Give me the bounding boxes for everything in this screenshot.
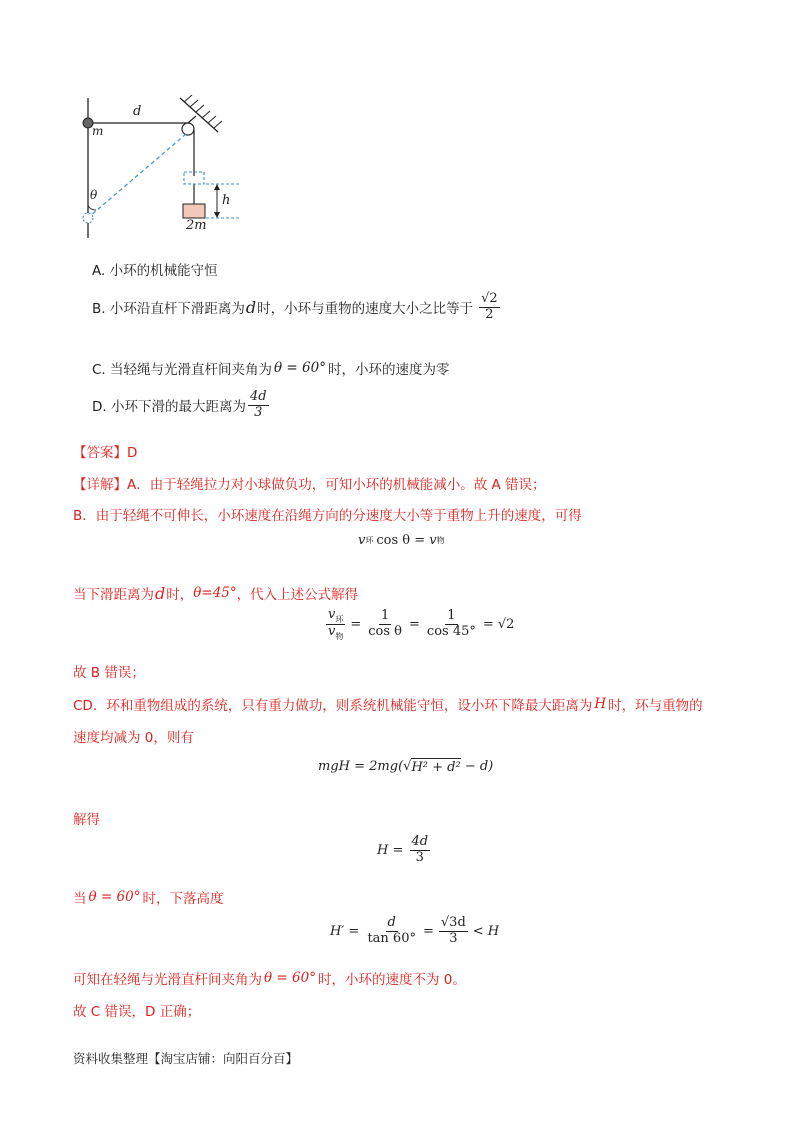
eq2-num-v: v — [328, 607, 336, 622]
option-c-post: 时，小环的速度为零 — [327, 362, 450, 378]
eq1-v-mass: v — [429, 533, 437, 548]
option-d — [92, 390, 271, 421]
eq2-result: = √2 — [482, 617, 515, 633]
option-b-post: 时，小环与重物的速度大小之比等于 — [257, 301, 474, 318]
option-b-fraction — [479, 292, 500, 323]
detail-line6: 速度均减为 0，则有 — [73, 730, 194, 746]
detail-line9 — [73, 968, 466, 988]
line5-var: H — [594, 696, 607, 712]
detail-line3 — [73, 583, 358, 603]
option-c-math: θ = 60° — [274, 360, 326, 376]
eq3-radicand: H² + d² — [411, 760, 461, 775]
physics-diagram — [70, 92, 250, 242]
eq2-f3-den: cos 45° — [426, 624, 476, 640]
line3-mid: 时， — [166, 587, 194, 603]
line8-math: θ = 60° — [88, 889, 141, 905]
option-b-frac-den: 2 — [485, 306, 494, 322]
eq5-left: H′ = — [330, 923, 364, 939]
eq2-num-sub: 环 — [335, 615, 344, 624]
eq2-den-sub: 物 — [335, 632, 344, 642]
option-b — [92, 292, 502, 323]
eq5-f1-num: d — [387, 915, 396, 930]
eq4-frac — [410, 835, 431, 866]
eq4-num: 4d — [411, 834, 429, 849]
eq2-f2-num: 1 — [381, 608, 390, 624]
line9-post: 时，小环的速度不为 0。 — [317, 972, 466, 988]
eq2-frac-2 — [366, 609, 404, 640]
eq5-right: < H — [472, 923, 500, 939]
option-d-frac-num: 4d — [249, 389, 267, 404]
eq2-den-v: v — [328, 624, 336, 640]
eq2-frac-3 — [425, 609, 478, 640]
label-m: m — [92, 124, 104, 138]
detail-line1: 【详解】A．由于轻绳拉力对小球做负功，可知小环的机械能减小。故 A 错误； — [73, 477, 546, 493]
line3-post: ，代入上述公式解得 — [236, 587, 359, 603]
line9-math: θ = 60° — [264, 970, 316, 986]
eq2-f2-den: cos θ — [368, 624, 403, 640]
eq1-sub-mass: 物 — [436, 536, 445, 545]
eq3-right: − d) — [460, 759, 494, 774]
detail-line2: B．由于轻绳不可伸长，小环速度在沿绳方向的分速度大小等于重物上升的速度，可得 — [73, 508, 582, 524]
eq4-left: H = — [377, 842, 408, 858]
option-d-pre: D. 小环下滑的最大距离为 — [92, 399, 246, 416]
line5-post: 时，环与重物的 — [608, 698, 703, 714]
eq5-f2-den: 3 — [449, 930, 458, 946]
line5-pre: CD．环和重物组成的系统，只有重力做功，则系统机械能守恒，设小环下降最大距离为 — [73, 698, 593, 714]
eq2-frac-1 — [326, 608, 345, 641]
detail-line5 — [73, 694, 703, 714]
eq4-den: 3 — [415, 849, 424, 865]
detail-line7: 解得 — [73, 812, 100, 828]
line3-var: d — [155, 583, 166, 603]
eq3-left: mgH = 2mg( — [318, 759, 404, 774]
line9-pre: 可知在轻绳与光滑直杆间夹角为 — [73, 972, 262, 988]
line8-pre: 当 — [73, 891, 87, 907]
line8-post: 时，下落高度 — [142, 891, 224, 907]
option-d-frac-den: 3 — [254, 404, 263, 420]
option-b-frac-num: √2 — [481, 291, 498, 306]
footer-text: 资料收集整理【淘宝店铺：向阳百分百】 — [73, 1051, 299, 1066]
option-d-fraction — [248, 390, 269, 421]
eq5-f1-den: tan 60° — [367, 930, 416, 946]
label-2m: 2m — [186, 218, 207, 233]
eq1-mid: cos θ = — [376, 533, 430, 548]
option-a: A. 小环的机械能守恒 — [92, 263, 218, 279]
eq2-f3-num: 1 — [447, 608, 456, 624]
option-b-var: d — [245, 297, 257, 317]
eq1-v-ring: v — [358, 533, 366, 548]
equation-3 — [318, 758, 493, 775]
answer-label: 【答案】D — [73, 445, 138, 461]
equation-2: $\frac{v_环}{v_物}$ = $\frac{1}{\text{cos θ}}$ = $\frac{1}{\cos 45^\circ}$ = √2 — [328, 607, 515, 642]
detail-line10: 故 C 错误，D 正确； — [73, 1004, 201, 1020]
label-theta: θ — [90, 188, 98, 202]
eq5-frac-1 — [365, 916, 418, 947]
detail-line8 — [73, 887, 223, 907]
line3-theta: θ=45° — [193, 585, 237, 601]
equation-5: H′ = $\frac{d}{\tan 60^\circ}$ = $\frac{√3d}{3}$ < H — [330, 915, 500, 946]
detail-line4: 故 B 错误； — [73, 665, 145, 681]
option-c-pre: C. 当轻绳与光滑直杆间夹角为 — [92, 362, 273, 378]
label-h: h — [222, 193, 231, 208]
eq5-frac-2 — [439, 916, 468, 947]
equation-4 — [377, 835, 432, 866]
line3-pre: 当下滑距离为 — [73, 587, 154, 603]
option-c — [92, 358, 449, 378]
eq5-f2-num: √3d — [440, 915, 466, 930]
label-d: d — [133, 104, 142, 119]
eq1-sub-ring: 环 — [365, 536, 374, 545]
option-b-pre: B. 小环沿直杆下滑距离为 — [92, 301, 245, 318]
equation-1 — [358, 533, 445, 548]
eq3-sqrt: √ — [403, 759, 412, 774]
